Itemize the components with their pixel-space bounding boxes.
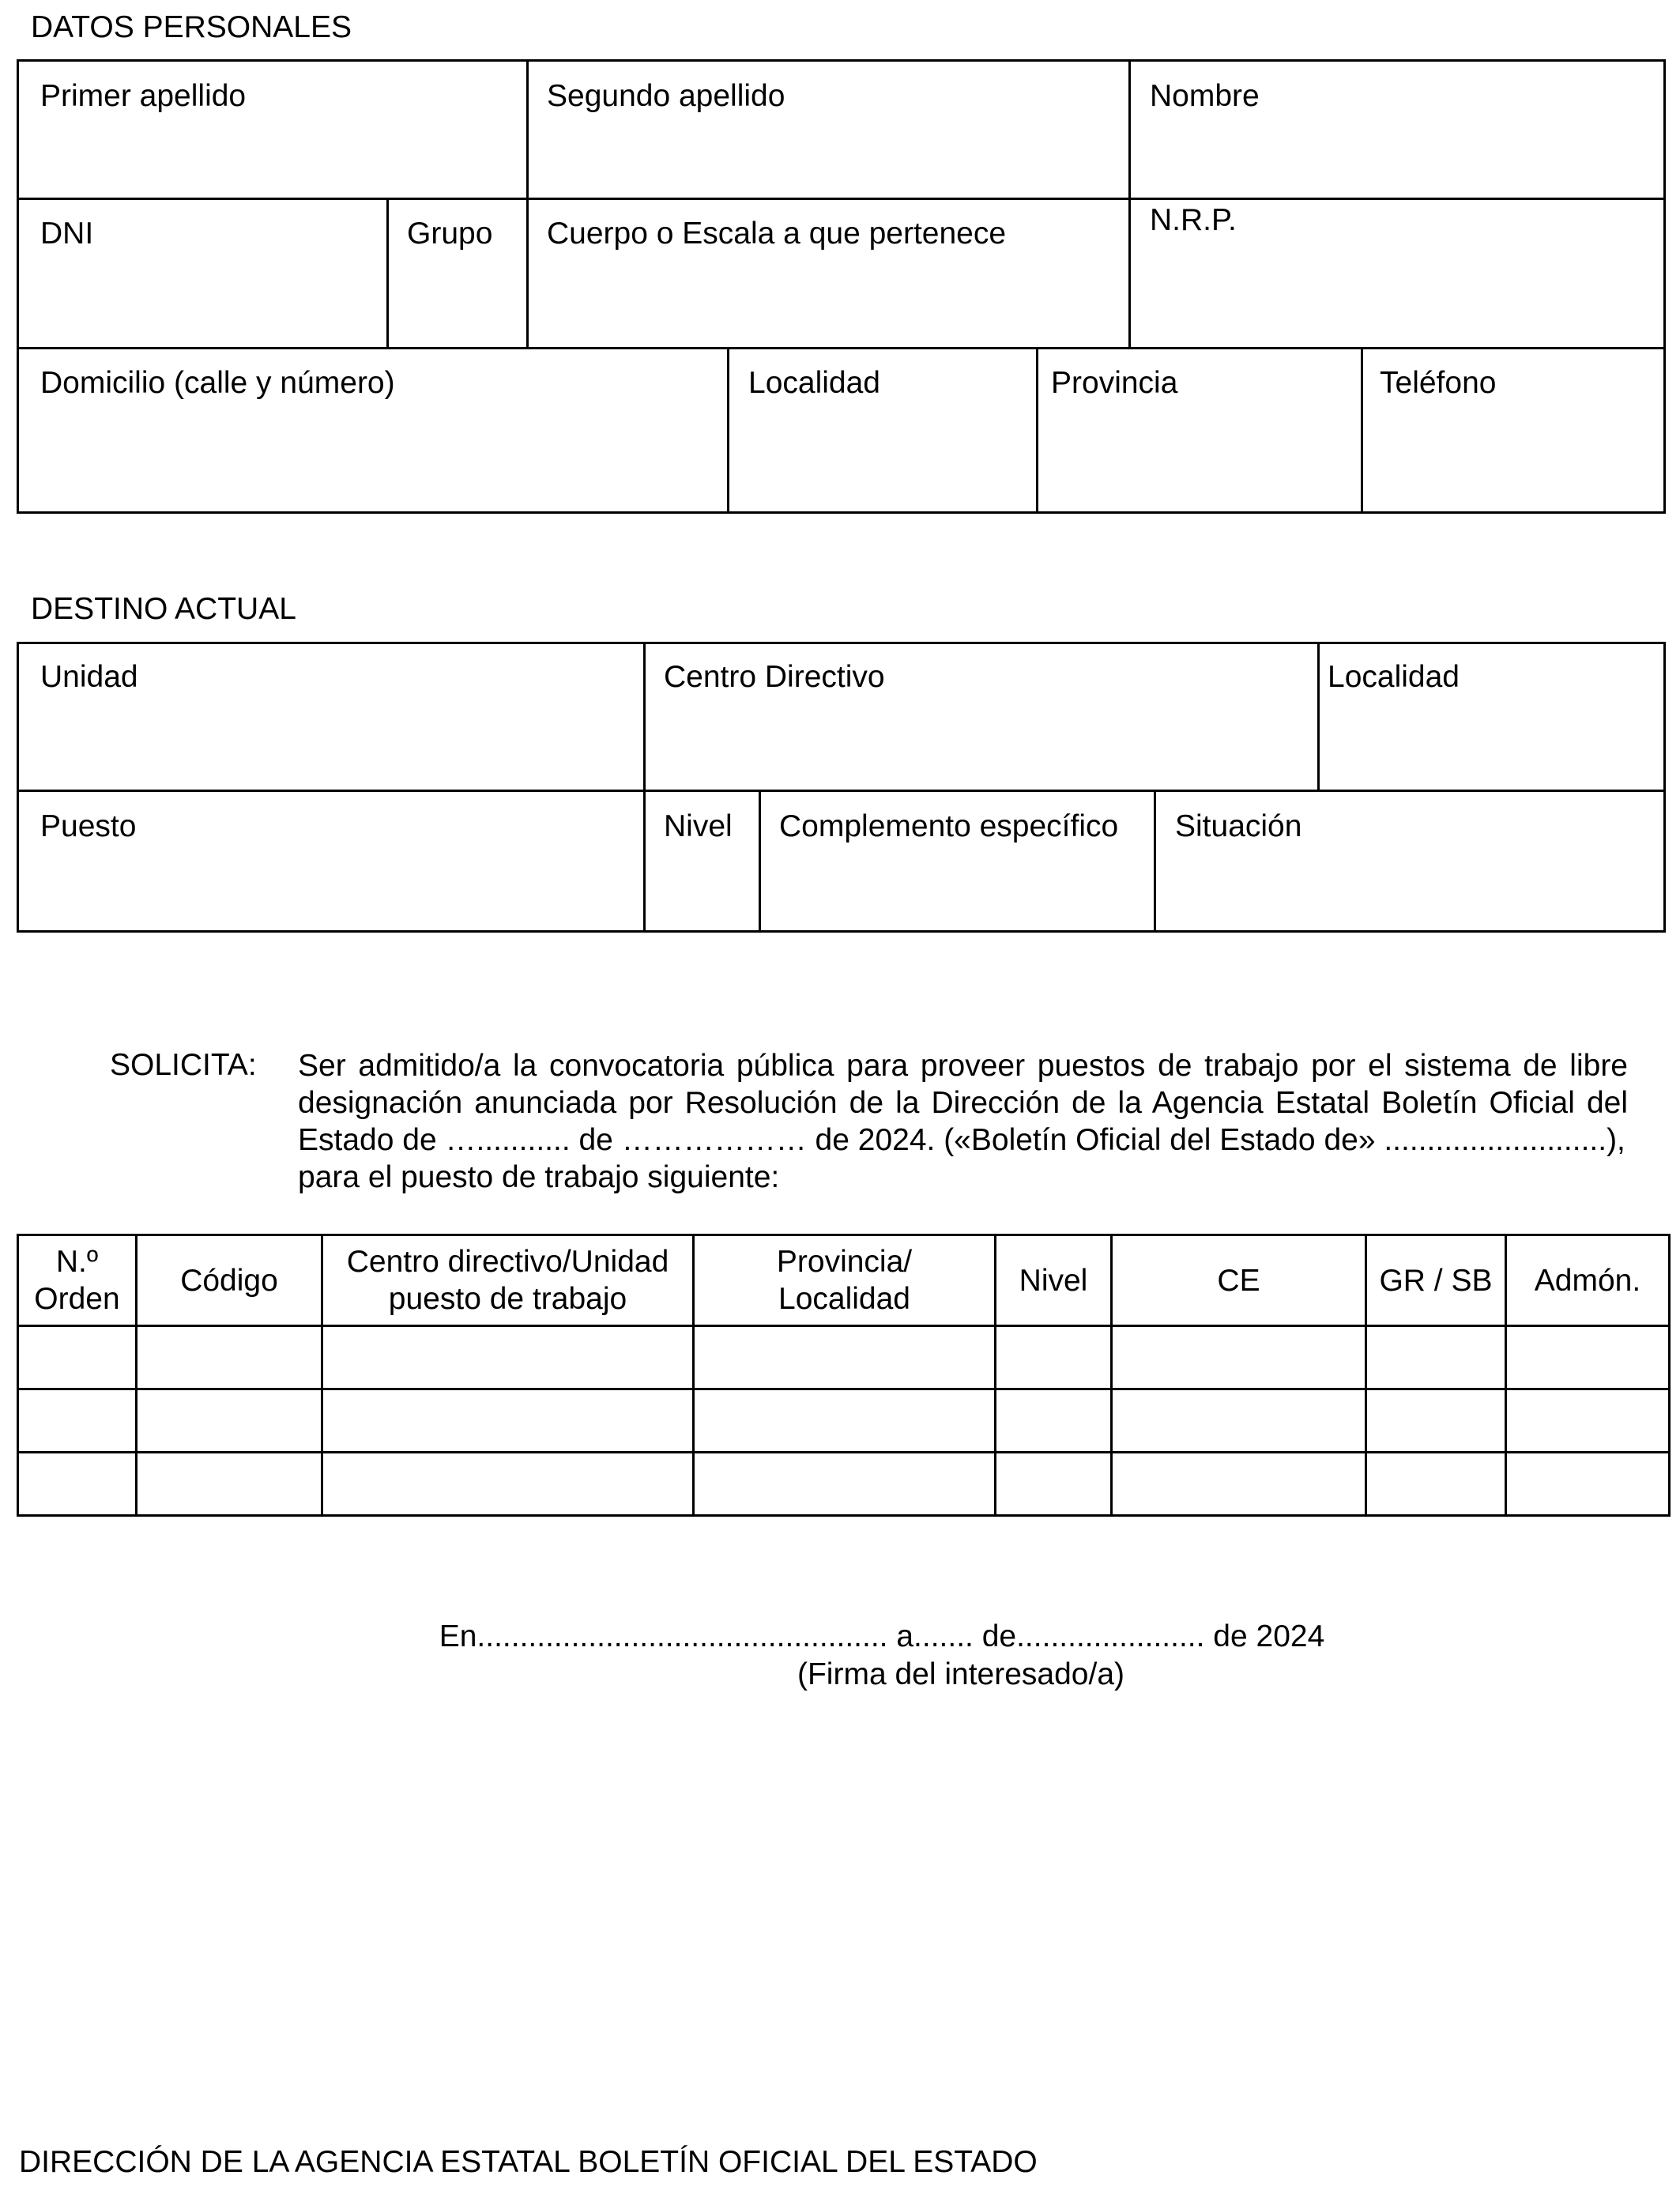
col-header-admon: Admón. [1506,1235,1670,1326]
col-header-ce: CE [1112,1235,1366,1326]
table-cell[interactable] [18,1326,137,1389]
table-cell[interactable] [1506,1389,1670,1453]
col-divider [386,198,389,349]
plazas-table [17,1234,1671,1517]
col-divider [1154,790,1156,931]
table-cell[interactable] [1506,1326,1670,1389]
col-divider [759,790,761,931]
field-nombre[interactable]: Nombre [1150,79,1260,113]
solicita-paragraph [298,1047,1628,1196]
table-cell[interactable] [1366,1389,1506,1453]
row-divider [17,198,1666,200]
table-cell[interactable] [1112,1453,1366,1516]
table-cell[interactable] [137,1453,322,1516]
field-cuerpo-escala[interactable]: Cuerpo o Escala a que pertenece [547,217,1007,251]
field-segundo-apellido[interactable]: Segundo apellido [547,79,785,113]
col-header-provincia: Provincia/ Localidad [694,1235,996,1326]
col-divider [1361,347,1363,513]
field-dni[interactable]: DNI [40,217,94,251]
table-cell[interactable] [18,1453,137,1516]
col-divider [526,59,529,349]
field-primer-apellido[interactable]: Primer apellido [40,79,247,113]
field-telefono[interactable]: Teléfono [1380,366,1497,400]
table-row [18,1389,1670,1453]
col-divider [1036,347,1038,513]
table-cell[interactable] [322,1389,694,1453]
col-header-codigo: Código [137,1235,322,1326]
field-situacion[interactable]: Situación [1175,809,1302,843]
field-unidad[interactable]: Unidad [40,660,138,694]
table-header-row [18,1235,1670,1326]
table-cell[interactable] [322,1453,694,1516]
table-cell[interactable] [1366,1326,1506,1389]
table-cell[interactable] [137,1326,322,1389]
firma-line: En................................................ a....... de...................... de 2024 [439,1619,1325,1653]
col-divider [727,347,729,513]
row-divider [17,347,1666,349]
table-row [18,1453,1670,1516]
field-grupo[interactable]: Grupo [407,217,493,251]
col-header-centro-directivo: Centro directivo/Unidad puesto de trabajo [322,1235,694,1326]
table-row [18,1326,1670,1389]
field-provincia[interactable]: Provincia [1051,366,1178,400]
col-divider [1128,59,1131,349]
table-cell[interactable] [996,1453,1112,1516]
col-header-nivel: Nivel [996,1235,1112,1326]
section-title-destino-actual: DESTINO ACTUAL [31,592,296,626]
col-header-orden: N.º Orden [18,1235,137,1326]
field-complemento-especifico[interactable]: Complemento específico [779,809,1119,843]
table-cell[interactable] [996,1389,1112,1453]
table-cell[interactable] [322,1326,694,1389]
table-cell[interactable] [996,1326,1112,1389]
table-cell[interactable] [1366,1453,1506,1516]
table-cell[interactable] [137,1389,322,1453]
field-nrp[interactable]: N.R.P. [1150,203,1237,237]
col-divider [1317,642,1320,791]
footer-text: DIRECCIÓN DE LA AGENCIA ESTATAL BOLETÍN OFICIAL DEL ESTADO [19,2145,1038,2179]
table-cell[interactable] [694,1326,996,1389]
section-title-datos-personales: DATOS PERSONALES [31,10,352,44]
table-cell[interactable] [694,1389,996,1453]
col-divider [643,642,646,931]
datos-personales-box [17,59,1666,514]
col-header-gr-sb: GR / SB [1366,1235,1506,1326]
table-cell[interactable] [694,1453,996,1516]
field-domicilio[interactable]: Domicilio (calle y número) [40,366,395,400]
table-cell[interactable] [1506,1453,1670,1516]
firma-caption: (Firma del interesado/a) [797,1657,1124,1691]
table-cell[interactable] [18,1389,137,1453]
field-localidad-destino[interactable]: Localidad [1328,660,1460,694]
table-cell[interactable] [1112,1326,1366,1389]
solicita-label: SOLICITA: [110,1048,257,1082]
field-nivel[interactable]: Nivel [664,809,733,843]
solicita-text-last: para el puesto de trabajo siguiente: [298,1160,780,1194]
field-centro-directivo[interactable]: Centro Directivo [664,660,885,694]
field-puesto[interactable]: Puesto [40,809,137,843]
solicita-text: Ser admitido/a la convocatoria pública para proveer puestos de trabajo por el sistema de libre designación anunciada por Resolución de la Dirección de la Agencia Estatal Boletín Oficial del Estado de …........... de ……………… de 2024. («Boletín Oficial del Estado de» ..........................), [298,1049,1628,1157]
row-divider [17,790,1666,792]
field-localidad[interactable]: Localidad [748,366,880,400]
table-cell[interactable] [1112,1389,1366,1453]
